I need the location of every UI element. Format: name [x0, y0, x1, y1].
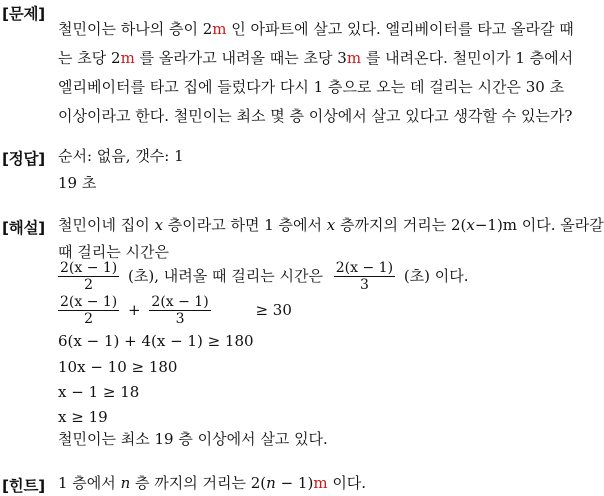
- unit-m: m: [346, 49, 362, 67]
- hint-label: [힌트]: [2, 477, 45, 495]
- solution-line-1: 철민이네 집이 x 층이라고 하면 1 층에서 x 층까지의 거리는 2(x−1)m 이다. 올라갈: [58, 216, 604, 234]
- problem-label: [문제]: [2, 5, 45, 23]
- fraction: $\frac{2(x - 1)}{2}$: [60, 294, 118, 327]
- problem-line-3: 엘리베이터를 타고 집에 들렀다가 다시 1 층으로 오는 데 걸리는 시간은 30 초: [58, 78, 565, 96]
- answer-line-1: 순서: 없음, 갯수: 1: [58, 147, 184, 165]
- problem-line-4: 이상이라고 한다. 철민이는 최소 몇 층 이상에서 살고 있다고 생각할 수 있는가?: [58, 107, 573, 125]
- hint-line: 1 층에서 n 층 까지의 거리는 2(n − 1)m 이다.: [58, 474, 367, 492]
- solution-step-2: 10x − 10 ≥ 180: [58, 358, 178, 376]
- fraction: $\frac{2(x - 1)}{3}$: [151, 294, 209, 327]
- fraction: $\frac{2(x - 1)}{2}$: [60, 260, 118, 293]
- solution-conclusion: 철민이는 최소 19 층 이상에서 살고 있다.: [58, 430, 328, 448]
- unit-m: m: [313, 474, 328, 492]
- problem-line-1: 철민이는 하나의 층이 2m 인 아파트에 살고 있다. 엘리베이터를 타고 올라갈 때: [58, 20, 574, 38]
- answer-label: [정답]: [2, 150, 45, 168]
- unit-m: m: [212, 20, 227, 38]
- fraction: $\frac{2(x - 1)}{3}$: [335, 260, 394, 293]
- problem-line-2: 는 초당 2m 를 올라가고 내려올 때는 초당 3m 를 내려온다. 철민이가 1 층에서: [58, 49, 574, 67]
- answer-line-2: 19 초: [58, 174, 97, 192]
- solution-step-3: x − 1 ≥ 18: [58, 383, 140, 401]
- solution-inequality: $\frac{2(x - 1)}{2}$ + $\frac{2(x - 1)}{3}$ ≥ 30: [60, 294, 292, 327]
- solution-step-1: 6(x − 1) + 4(x − 1) ≥ 180: [58, 332, 254, 350]
- solution-line-3: $\frac{2(x - 1)}{2}$ (초), 내려올 때 걸리는 시간은 $\frac{2(x - 1)}{3}$ (초) 이다.: [60, 260, 469, 293]
- solution-line-2: 때 걸리는 시간은: [58, 243, 169, 261]
- unit-m: m: [120, 49, 135, 67]
- solution-label: [해설]: [2, 219, 45, 237]
- solution-step-4: x ≥ 19: [58, 408, 108, 426]
